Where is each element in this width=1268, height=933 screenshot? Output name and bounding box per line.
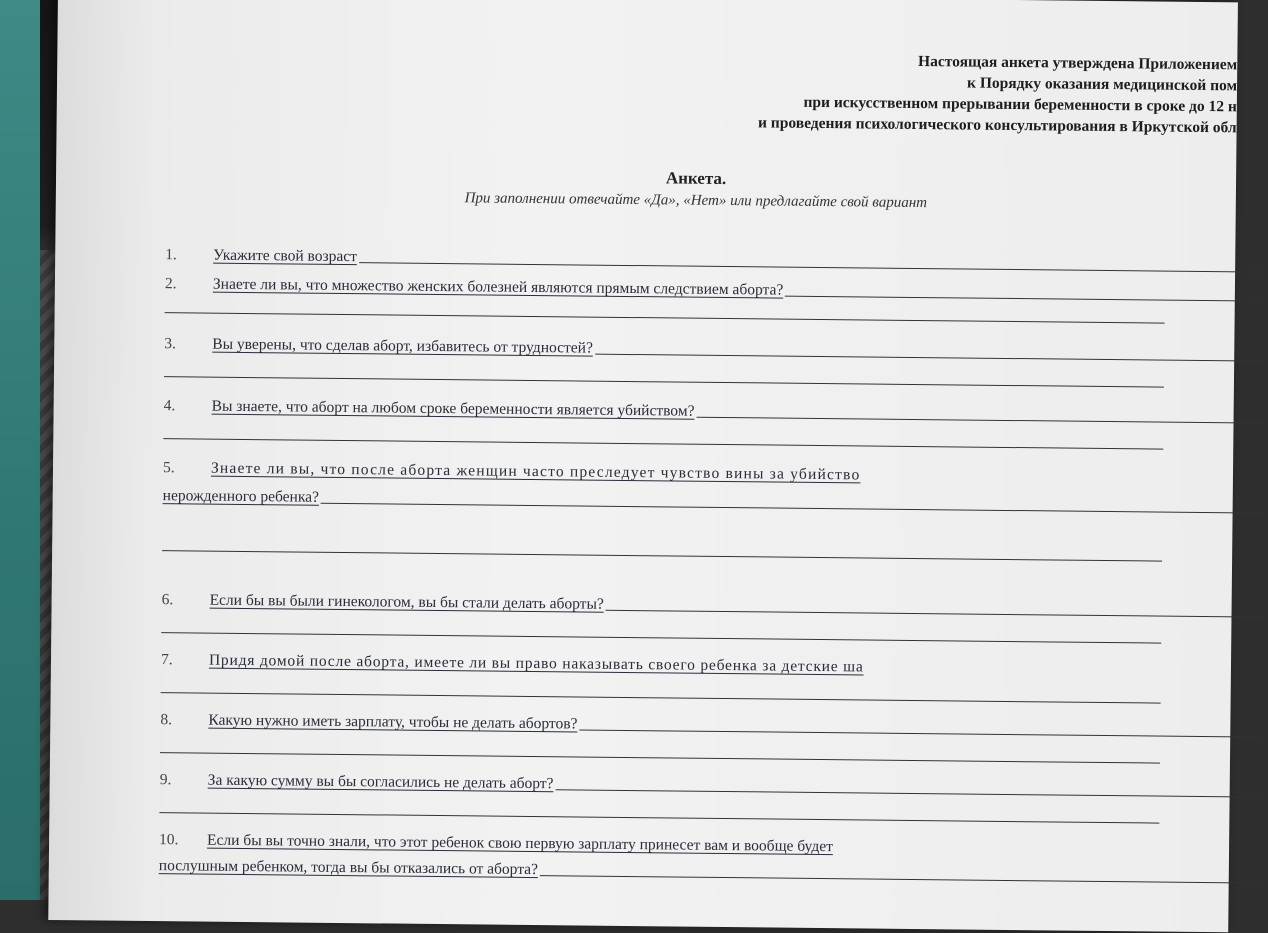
question-7 [161, 651, 1261, 705]
question-6 [161, 591, 1261, 645]
answer-line[interactable] [165, 311, 1165, 323]
approval-header [517, 47, 1238, 139]
question-number: 10. [159, 831, 179, 849]
question-number: 2. [164, 275, 177, 293]
question-number: 3. [164, 335, 177, 353]
question-number: 7. [160, 651, 173, 669]
question-number: 6. [161, 591, 174, 609]
title-block [286, 164, 1106, 214]
question-text: Придя домой после аборта, имеете ли вы право наказывать своего ребенка за детские ша [208, 651, 864, 676]
header-line: и проведения психологического консультирования в Иркутской обл [757, 114, 1237, 137]
question-number: 5. [162, 459, 175, 477]
question-9 [159, 771, 1259, 825]
question-text-continued: нерожденного ребенка? [162, 487, 320, 506]
question-number: 4. [163, 397, 176, 415]
header-line: Настоящая анкета утверждена Приложением [918, 53, 1238, 74]
answer-line[interactable] [321, 502, 1263, 514]
question-text: Вы знаете, что аборт на любом сроке беременности является убийством? [211, 397, 695, 420]
question-4 [163, 397, 1263, 451]
answer-line[interactable] [606, 609, 1262, 618]
answer-line[interactable] [696, 416, 1263, 424]
document-title: Анкета. [665, 168, 727, 189]
question-text: Если бы вы точно знали, что этот ребенок свою первую зарплату принесет вам и вообще будет [207, 831, 834, 856]
answer-line[interactable] [555, 788, 1259, 797]
question-text: Какую нужно иметь зарплату, чтобы не делать абортов? [208, 711, 578, 733]
question-text: За какую сумму вы бы согласились не делать аборт? [207, 771, 554, 793]
question-number: 8. [160, 711, 173, 729]
question-text-continued: послушным ребенком, тогда вы бы отказались от аборта? [158, 857, 539, 879]
answer-line[interactable] [579, 729, 1260, 738]
question-3 [164, 335, 1264, 389]
answer-line[interactable] [359, 261, 1265, 272]
question-number: 1. [165, 246, 177, 264]
header-line: к Порядку оказания медицинской пом [966, 74, 1238, 95]
question-8 [160, 711, 1260, 765]
answer-line[interactable] [159, 811, 1159, 823]
question-5 [162, 459, 1263, 563]
question-text: Вы уверены, что сделав аборт, избавитесь от трудностей? [212, 335, 593, 357]
answer-line[interactable] [160, 751, 1160, 763]
question-10 [159, 831, 1259, 887]
header-line: при искусственном прерывании беременности в сроке до 12 н [803, 93, 1237, 116]
answer-line[interactable] [162, 549, 1162, 561]
answer-line[interactable] [595, 353, 1264, 362]
question-text: Если бы вы были гинекологом, вы бы стали делать аборты? [209, 591, 604, 613]
question-text: Укажите свой возраст [213, 246, 358, 266]
answer-line[interactable] [163, 437, 1163, 449]
answer-line[interactable] [164, 375, 1164, 387]
question-text: Знаете ли вы, что множество женских болезней являются прямым следствием аборта? [212, 275, 784, 299]
questionnaire-sheet [48, 0, 1238, 932]
background-fabric [0, 0, 40, 900]
instruction-text: При заполнении отвечайте «Да», «Нет» или предлагайте свой вариант [464, 190, 928, 212]
answer-line[interactable] [785, 295, 1265, 302]
question-number: 9. [159, 771, 172, 789]
answer-line[interactable] [161, 691, 1161, 703]
question-text: Знаете ли вы, что после аборта женщин часто преследует чувство вины за убийство [210, 459, 861, 484]
answer-line[interactable] [540, 874, 1259, 884]
question-2 [165, 275, 1265, 325]
question-1 [165, 246, 1265, 276]
answer-line[interactable] [161, 631, 1161, 643]
